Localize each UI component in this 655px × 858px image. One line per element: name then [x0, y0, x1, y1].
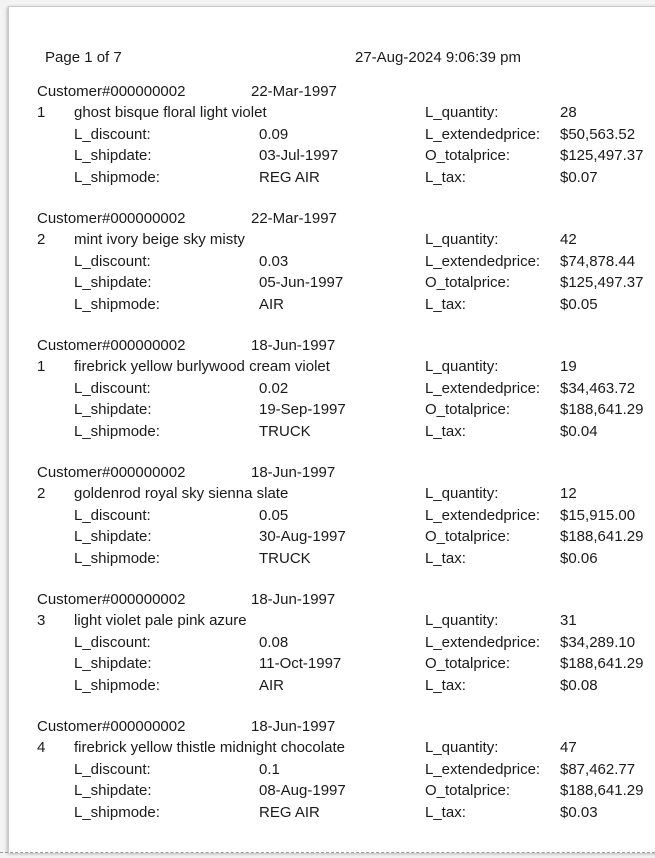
shipdate-label: L_shipdate:: [74, 147, 152, 165]
discount-label: L_discount:: [74, 125, 151, 143]
tax-value: $0.06: [560, 549, 598, 567]
discount-value: 0.1: [259, 760, 280, 778]
print-timestamp: 27-Aug-2024 9:06:39 pm: [355, 49, 521, 66]
order-date: 18-Jun-1997: [251, 718, 336, 735]
line-number: 1: [37, 358, 46, 376]
shipdate-value: 30-Aug-1997: [259, 528, 346, 546]
tax-label: L_tax:: [425, 168, 466, 186]
customer-name: Customer#000000002: [37, 83, 186, 100]
discount-label: L_discount:: [74, 760, 151, 778]
quantity-value: 19: [560, 358, 577, 376]
shipdate-value: 19-Sep-1997: [259, 401, 346, 419]
totalprice-value: $188,641.29: [560, 782, 644, 800]
page-number: Page 1 of 7: [45, 49, 122, 66]
extendedprice-label: L_extendedprice:: [425, 506, 541, 524]
quantity-value: 31: [560, 612, 577, 630]
shipdate-label: L_shipdate:: [74, 274, 152, 292]
shipmode-label: L_shipmode:: [74, 676, 160, 694]
shipdate-value: 11-Oct-1997: [259, 655, 342, 673]
discount-label: L_discount:: [74, 379, 151, 397]
extendedprice-label: L_extendedprice:: [425, 125, 541, 143]
tax-value: $0.08: [560, 676, 598, 694]
shipdate-label: L_shipdate:: [74, 401, 152, 419]
totalprice-value: $125,497.37: [560, 147, 644, 165]
totalprice-value: $188,641.29: [560, 401, 644, 419]
extendedprice-label: L_extendedprice:: [425, 633, 541, 651]
totalprice-value: $188,641.29: [560, 655, 644, 673]
line-number: 3: [37, 612, 46, 630]
order-date: 18-Jun-1997: [251, 337, 336, 354]
totalprice-label: O_totalprice:: [425, 782, 511, 800]
part-name: firebrick yellow thistle midnight chocolate: [74, 739, 345, 757]
part-name: light violet pale pink azure: [74, 612, 247, 630]
discount-value: 0.08: [259, 633, 289, 651]
quantity-label: L_quantity:: [425, 485, 499, 503]
part-name: ghost bisque floral light violet: [74, 104, 267, 122]
shipmode-value: TRUCK: [259, 549, 311, 567]
extendedprice-value: $34,463.72: [560, 379, 636, 397]
part-name: mint ivory beige sky misty: [74, 231, 245, 249]
extendedprice-value: $87,462.77: [560, 760, 636, 778]
quantity-label: L_quantity:: [425, 104, 499, 122]
totalprice-value: $188,641.29: [560, 528, 644, 546]
tax-label: L_tax:: [425, 676, 466, 694]
quantity-value: 47: [560, 739, 577, 757]
shipmode-value: AIR: [259, 676, 285, 694]
page-break-line: [0, 852, 655, 853]
order-date: 22-Mar-1997: [251, 83, 337, 100]
line-number: 4: [37, 739, 46, 757]
discount-label: L_discount:: [74, 252, 151, 270]
quantity-value: 12: [560, 485, 577, 503]
quantity-label: L_quantity:: [425, 612, 499, 630]
tax-label: L_tax:: [425, 422, 466, 440]
line-number: 1: [37, 104, 46, 122]
tax-label: L_tax:: [425, 803, 466, 821]
extendedprice-value: $50,563.52: [560, 125, 636, 143]
discount-value: 0.09: [259, 125, 289, 143]
report-page: [8, 6, 655, 853]
customer-name: Customer#000000002: [37, 464, 186, 481]
shipmode-value: AIR: [259, 295, 285, 313]
order-date: 18-Jun-1997: [251, 464, 336, 481]
extendedprice-value: $74,878.44: [560, 252, 636, 270]
discount-value: 0.05: [259, 506, 289, 524]
totalprice-label: O_totalprice:: [425, 147, 511, 165]
shipmode-label: L_shipmode:: [74, 549, 160, 567]
customer-name: Customer#000000002: [37, 591, 186, 608]
order-date: 18-Jun-1997: [251, 591, 336, 608]
part-name: goldenrod royal sky sienna slate: [74, 485, 289, 503]
discount-value: 0.03: [259, 252, 289, 270]
shipmode-label: L_shipmode:: [74, 295, 160, 313]
quantity-label: L_quantity:: [425, 231, 499, 249]
shipdate-value: 05-Jun-1997: [259, 274, 344, 292]
line-number: 2: [37, 485, 46, 503]
shipmode-label: L_shipmode:: [74, 422, 160, 440]
shipdate-label: L_shipdate:: [74, 528, 152, 546]
shipmode-value: TRUCK: [259, 422, 311, 440]
extendedprice-label: L_extendedprice:: [425, 252, 541, 270]
tax-value: $0.03: [560, 803, 598, 821]
order-date: 22-Mar-1997: [251, 210, 337, 227]
shipdate-label: L_shipdate:: [74, 655, 152, 673]
shipmode-value: REG AIR: [259, 168, 320, 186]
discount-value: 0.02: [259, 379, 289, 397]
quantity-value: 42: [560, 231, 577, 249]
extendedprice-label: L_extendedprice:: [425, 379, 541, 397]
totalprice-label: O_totalprice:: [425, 528, 511, 546]
tax-label: L_tax:: [425, 549, 466, 567]
tax-label: L_tax:: [425, 295, 466, 313]
customer-name: Customer#000000002: [37, 337, 186, 354]
shipmode-label: L_shipmode:: [74, 168, 160, 186]
totalprice-label: O_totalprice:: [425, 401, 511, 419]
shipdate-value: 03-Jul-1997: [259, 147, 339, 165]
shipmode-value: REG AIR: [259, 803, 320, 821]
extendedprice-value: $34,289.10: [560, 633, 636, 651]
quantity-label: L_quantity:: [425, 358, 499, 376]
quantity-value: 28: [560, 104, 577, 122]
customer-name: Customer#000000002: [37, 718, 186, 735]
totalprice-label: O_totalprice:: [425, 274, 511, 292]
totalprice-label: O_totalprice:: [425, 655, 511, 673]
customer-name: Customer#000000002: [37, 210, 186, 227]
tax-value: $0.07: [560, 168, 598, 186]
totalprice-value: $125,497.37: [560, 274, 644, 292]
shipmode-label: L_shipmode:: [74, 803, 160, 821]
extendedprice-value: $15,915.00: [560, 506, 636, 524]
tax-value: $0.04: [560, 422, 598, 440]
quantity-label: L_quantity:: [425, 739, 499, 757]
discount-label: L_discount:: [74, 633, 151, 651]
tax-value: $0.05: [560, 295, 598, 313]
line-number: 2: [37, 231, 46, 249]
shipdate-label: L_shipdate:: [74, 782, 152, 800]
shipdate-value: 08-Aug-1997: [259, 782, 346, 800]
discount-label: L_discount:: [74, 506, 151, 524]
part-name: firebrick yellow burlywood cream violet: [74, 358, 330, 376]
extendedprice-label: L_extendedprice:: [425, 760, 541, 778]
